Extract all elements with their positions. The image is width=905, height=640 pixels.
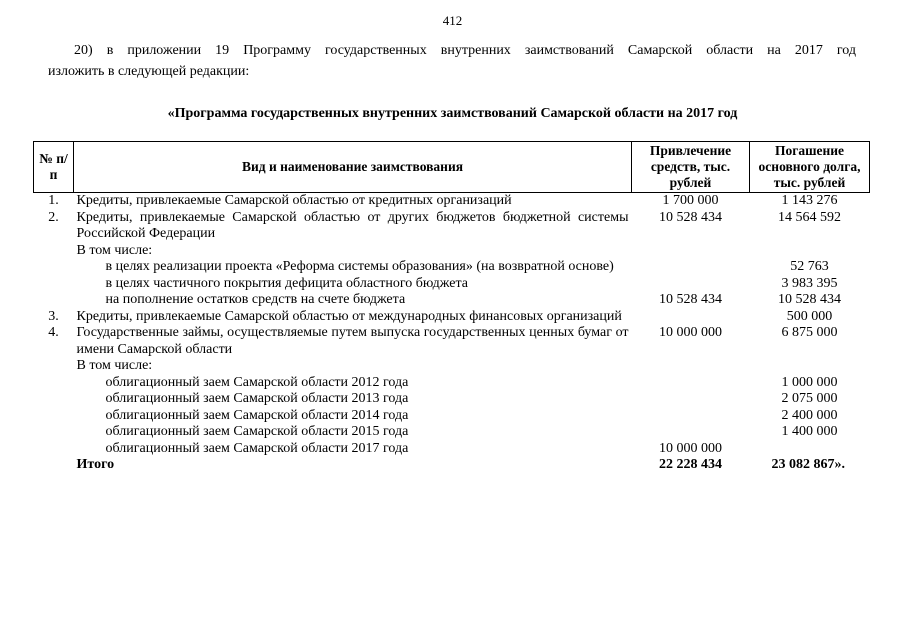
row-number bbox=[34, 259, 74, 276]
table-row bbox=[34, 391, 870, 408]
table-row bbox=[34, 441, 870, 458]
row-repay-value bbox=[750, 441, 870, 458]
total-repay-value: 23 082 867». bbox=[771, 457, 845, 472]
table-row bbox=[34, 292, 870, 309]
row-attract-value: 1 700 000 bbox=[662, 193, 719, 208]
row-repay-value bbox=[750, 243, 870, 260]
table-row bbox=[34, 358, 870, 375]
row-name: В том числе: bbox=[76, 358, 153, 373]
row-number: 4. bbox=[48, 325, 59, 340]
header-num: № п/п bbox=[34, 142, 74, 193]
table-row bbox=[34, 325, 870, 358]
table-row bbox=[34, 243, 870, 260]
intro-paragraph bbox=[48, 40, 856, 82]
row-attract-value bbox=[632, 309, 750, 326]
header-repay: Погашение основного долга, тыс. рублей bbox=[750, 142, 870, 193]
row-repay-value: 500 000 bbox=[786, 308, 833, 324]
total-row bbox=[34, 457, 870, 474]
row-number bbox=[34, 243, 74, 260]
row-attract-value bbox=[632, 243, 750, 260]
header-name: Вид и наименование заимствования bbox=[74, 142, 632, 193]
row-repay-value: 2 400 000 bbox=[781, 407, 838, 423]
row-name: Государственные займы, осуществляемые путем выпуска государственных ценных бумаг от имени Самарской области bbox=[76, 325, 629, 357]
table-row bbox=[34, 210, 870, 243]
row-name: облигационный заем Самарской области 2012 года bbox=[105, 374, 409, 390]
table-body bbox=[34, 193, 870, 474]
table-row bbox=[34, 408, 870, 425]
total-label: Итого bbox=[76, 457, 115, 472]
table-row bbox=[34, 259, 870, 276]
row-attract-value bbox=[632, 358, 750, 375]
row-name: Кредиты, привлекаемые Самарской областью от международных финансовых организаций bbox=[76, 308, 622, 324]
row-number: 3. bbox=[48, 308, 59, 324]
row-name: в целях реализации проекта «Реформа системы образования» (на возвратной основе) bbox=[105, 259, 614, 274]
header-attract: Привлечение средств, тыс. рублей bbox=[632, 142, 750, 193]
row-attract-value bbox=[632, 424, 750, 441]
row-attract-value bbox=[632, 375, 750, 392]
row-number bbox=[34, 391, 74, 408]
total-attract-value: 22 228 434 bbox=[659, 457, 722, 472]
document-title: «Программа государственных внутренних заимствований Самарской области на 2017 год bbox=[167, 106, 738, 121]
row-name: облигационный заем Самарской области 2015 года bbox=[105, 424, 409, 439]
row-number bbox=[34, 358, 74, 375]
row-number: 2. bbox=[48, 209, 59, 225]
row-repay-value: 52 763 bbox=[790, 259, 829, 274]
row-repay-value: 1 400 000 bbox=[781, 424, 838, 439]
intro-line-2: изложить в следующей редакции: bbox=[48, 64, 250, 79]
row-attract-value: 10 000 000 bbox=[659, 440, 722, 456]
total-num bbox=[34, 457, 74, 474]
row-attract-value: 10 528 434 bbox=[659, 292, 722, 307]
row-name: В том числе: bbox=[76, 242, 153, 258]
row-repay-value: 10 528 434 bbox=[778, 292, 841, 307]
row-repay-value: 1 143 276 bbox=[781, 193, 838, 208]
row-repay-value bbox=[750, 358, 870, 375]
row-number bbox=[34, 441, 74, 458]
row-attract-value bbox=[632, 259, 750, 276]
table-row bbox=[34, 193, 870, 210]
table-row bbox=[34, 276, 870, 293]
row-attract-value bbox=[632, 408, 750, 425]
row-number bbox=[34, 276, 74, 293]
row-number bbox=[34, 408, 74, 425]
row-number bbox=[34, 292, 74, 309]
borrowing-table bbox=[33, 141, 870, 474]
intro-line-1: 20) в приложении 19 Программу государственных внутренних заимствований Самарской области на 2017 год bbox=[74, 43, 856, 58]
row-name: облигационный заем Самарской области 2017 года bbox=[105, 440, 409, 456]
row-number bbox=[34, 375, 74, 392]
row-repay-value: 6 875 000 bbox=[781, 325, 838, 340]
row-attract-value bbox=[632, 276, 750, 293]
page-number: 412 bbox=[442, 13, 463, 28]
row-number bbox=[34, 424, 74, 441]
row-repay-value: 1 000 000 bbox=[781, 374, 838, 390]
row-repay-value: 3 983 395 bbox=[781, 275, 838, 291]
row-repay-value: 14 564 592 bbox=[778, 209, 841, 225]
row-name: на пополнение остатков средств на счете бюджета bbox=[105, 292, 406, 307]
row-name: Кредиты, привлекаемые Самарской областью от кредитных организаций bbox=[76, 193, 512, 208]
row-name: в целях частичного покрытия дефицита областного бюджета bbox=[105, 275, 468, 291]
table-header-row bbox=[34, 142, 870, 193]
row-attract-value: 10 000 000 bbox=[659, 325, 722, 340]
row-repay-value: 2 075 000 bbox=[781, 391, 838, 406]
row-name: облигационный заем Самарской области 2013 года bbox=[105, 391, 409, 406]
row-name: Кредиты, привлекаемые Самарской областью от других бюджетов бюджетной системы Российской Федерации bbox=[76, 209, 629, 241]
row-name: облигационный заем Самарской области 2014 года bbox=[105, 407, 409, 423]
table-row bbox=[34, 424, 870, 441]
table-row bbox=[34, 309, 870, 326]
row-number: 1. bbox=[48, 193, 59, 208]
row-attract-value: 10 528 434 bbox=[659, 209, 722, 225]
row-attract-value bbox=[632, 391, 750, 408]
table-row bbox=[34, 375, 870, 392]
